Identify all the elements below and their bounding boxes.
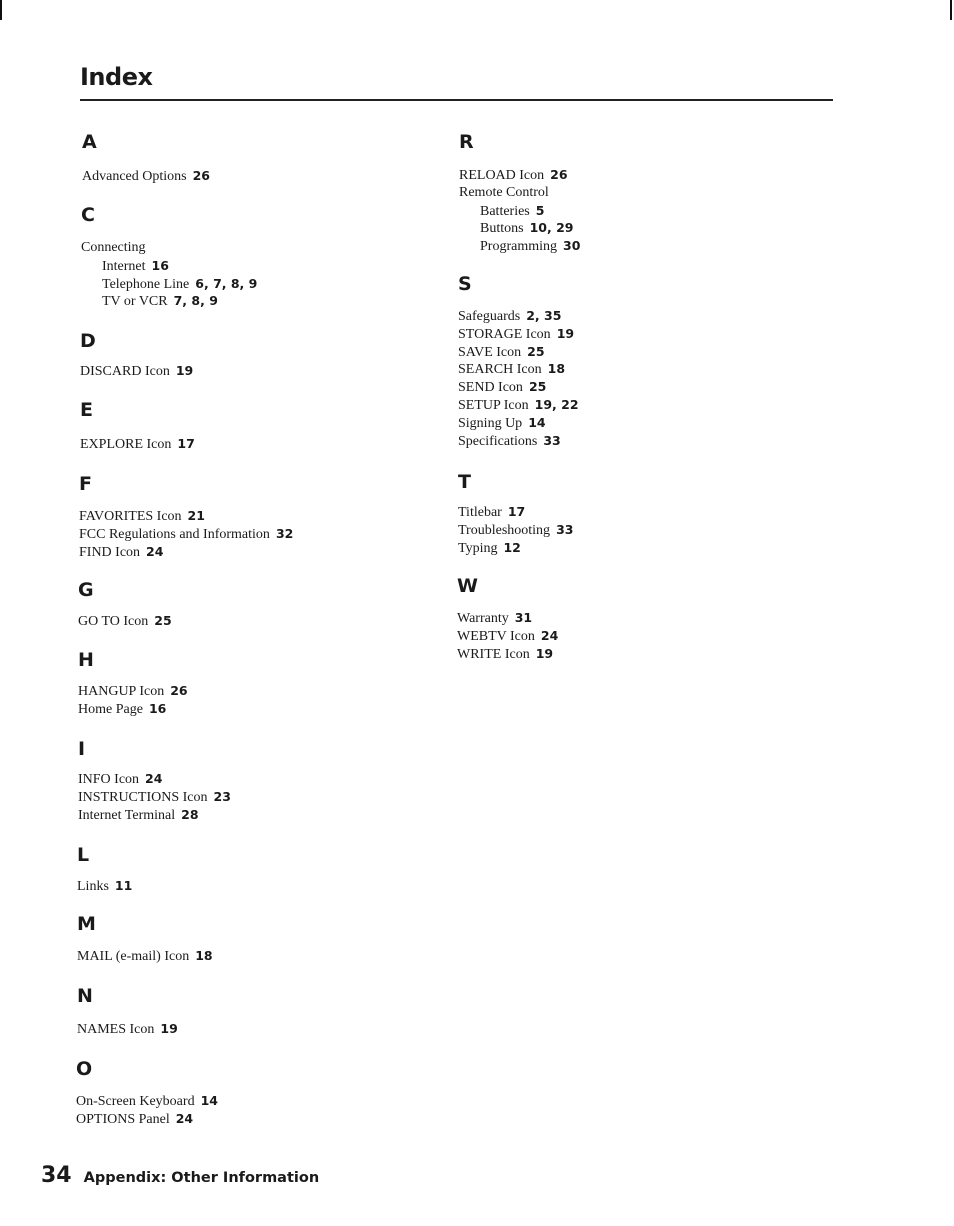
index-term: Home Page — [78, 701, 143, 717]
index-term: GO TO Icon — [78, 614, 149, 629]
index-pages: 7, 8, 9 — [173, 293, 218, 309]
index-term: FCC Regulations and Information — [79, 526, 270, 542]
index-term: Warranty — [457, 611, 509, 626]
index-term: TV or VCR — [102, 294, 168, 310]
index-term: WRITE Icon — [457, 646, 530, 662]
index-pages: 14 — [528, 414, 546, 430]
index-term: HANGUP Icon — [78, 684, 165, 699]
index-entry — [457, 627, 558, 646]
index-term: FIND Icon — [79, 544, 141, 560]
index-term: SAVE Icon — [458, 344, 522, 360]
index-pages: 2, 35 — [526, 308, 562, 323]
index-entry — [458, 325, 574, 344]
index-entry — [81, 275, 257, 294]
index-term: RELOAD Icon — [459, 168, 545, 183]
index-entry — [76, 1110, 193, 1129]
index-term: Buttons — [480, 221, 524, 237]
index-pages: 32 — [275, 525, 294, 541]
index-term: Signing Up — [458, 415, 523, 431]
index-pages: 19 — [556, 325, 575, 341]
index-term: Safeguards — [458, 309, 521, 324]
index-pages: 26 — [170, 683, 188, 698]
index-entry — [458, 396, 579, 415]
index-entry — [81, 292, 218, 311]
section-letter-l: L — [77, 844, 90, 866]
index-term: Telephone Line — [102, 276, 190, 292]
index-term: Internet — [102, 258, 146, 274]
index-term: STORAGE Icon — [458, 326, 551, 342]
index-entry — [77, 1020, 178, 1039]
index-entry — [80, 435, 195, 454]
index-pages: 24 — [146, 543, 164, 559]
index-entry — [459, 202, 544, 221]
index-pages: 24 — [540, 627, 559, 643]
index-term: INSTRUCTIONS Icon — [78, 789, 208, 805]
index-term: MAIL (e-mail) Icon — [77, 949, 190, 964]
index-pages: 12 — [503, 539, 521, 555]
index-entry — [82, 167, 210, 186]
section-letter-o: O — [76, 1058, 93, 1080]
index-entry — [78, 700, 166, 719]
index-entry — [77, 877, 132, 896]
index-entry — [78, 770, 162, 789]
index-term: DISCARD Icon — [80, 364, 170, 379]
index-entry — [458, 503, 525, 522]
index-pages: 17 — [177, 436, 195, 451]
index-term: EXPLORE Icon — [80, 437, 172, 452]
section-letter-w: W — [457, 575, 478, 597]
index-pages: 6, 7, 8, 9 — [195, 275, 258, 291]
index-entry — [458, 432, 561, 451]
index-pages: 25 — [528, 379, 547, 395]
index-pages: 11 — [114, 878, 133, 893]
index-pages: 19 — [535, 645, 554, 661]
section-letter-r: R — [459, 131, 474, 153]
section-letter-f: F — [79, 473, 92, 495]
index-pages: 30 — [563, 238, 581, 254]
section-letter-i: I — [78, 738, 86, 760]
index-entry — [459, 184, 549, 202]
section-letter-m: M — [77, 913, 96, 935]
index-term: SETUP Icon — [458, 398, 529, 413]
index-entry — [79, 525, 293, 544]
section-letter-g: G — [78, 579, 94, 601]
index-entry — [78, 682, 188, 701]
index-pages: 24 — [145, 771, 163, 786]
index-entry — [459, 237, 580, 256]
index-entry — [459, 166, 568, 185]
section-letter-d: D — [80, 330, 96, 352]
index-entry — [457, 645, 553, 664]
footer-text: Appendix: Other Information — [83, 1170, 320, 1186]
index-pages: 31 — [514, 610, 533, 625]
index-entry — [77, 947, 213, 966]
index-pages: 23 — [213, 788, 231, 804]
index-term: SEARCH Icon — [458, 362, 542, 378]
index-pages: 18 — [547, 361, 566, 377]
page-title: Index — [80, 63, 153, 91]
index-pages: 21 — [187, 508, 205, 523]
index-entry — [81, 257, 169, 276]
section-letter-e: E — [80, 399, 93, 421]
index-pages: 26 — [192, 168, 210, 183]
index-pages: 19, 22 — [534, 397, 579, 412]
index-entry — [78, 788, 231, 807]
index-term: Troubleshooting — [458, 522, 551, 538]
index-entry — [458, 378, 546, 397]
index-entry — [457, 609, 532, 628]
index-pages: 10, 29 — [529, 220, 574, 236]
index-term: Remote Control — [459, 184, 549, 200]
index-pages: 33 — [556, 521, 574, 537]
index-term: Titlebar — [458, 505, 502, 520]
index-pages: 19 — [175, 363, 194, 378]
index-pages: 17 — [507, 504, 526, 519]
section-letter-n: N — [77, 985, 93, 1007]
index-entry — [458, 360, 565, 379]
index-term: INFO Icon — [78, 772, 140, 787]
index-entry — [458, 414, 546, 433]
index-term: Connecting — [81, 240, 146, 255]
index-pages: 26 — [550, 167, 568, 182]
index-term: On-Screen Keyboard — [76, 1094, 195, 1109]
index-pages: 24 — [175, 1110, 194, 1126]
index-term: SEND Icon — [458, 380, 523, 396]
index-pages: 25 — [527, 343, 545, 359]
index-entry — [458, 539, 521, 558]
title-rule — [80, 99, 833, 101]
scan-edge-mark-left — [0, 0, 2, 20]
index-term: Typing — [458, 540, 498, 556]
index-pages: 16 — [151, 257, 169, 273]
index-entry — [80, 362, 193, 381]
index-pages: 5 — [535, 202, 545, 218]
index-entry — [76, 1092, 218, 1111]
index-term: WEBTV Icon — [457, 628, 535, 644]
index-term: OPTIONS Panel — [76, 1111, 170, 1127]
section-letter-s: S — [458, 273, 472, 295]
index-pages: 18 — [195, 948, 213, 963]
scan-edge-mark-right — [950, 0, 952, 20]
section-letter-h: H — [78, 649, 94, 671]
index-term: Batteries — [480, 203, 530, 219]
index-term: NAMES Icon — [77, 1022, 155, 1037]
index-entry — [78, 806, 199, 825]
index-entry — [458, 343, 545, 362]
index-term: Programming — [480, 239, 557, 255]
index-pages: 14 — [200, 1093, 218, 1108]
index-pages: 28 — [181, 806, 199, 822]
index-pages: 33 — [543, 432, 561, 448]
section-letter-a: A — [82, 131, 97, 153]
page-number: 34 — [41, 1163, 72, 1188]
index-term: Advanced Options — [82, 169, 187, 184]
page-footer — [41, 1163, 319, 1188]
index-term: Specifications — [458, 433, 538, 449]
index-pages: 16 — [148, 700, 167, 716]
index-entry — [79, 507, 205, 526]
index-term: FAVORITES Icon — [79, 509, 182, 524]
index-entry — [458, 307, 561, 326]
index-entry — [79, 543, 163, 562]
index-entry — [458, 521, 573, 540]
index-term: Links — [77, 879, 109, 894]
section-letter-t: T — [458, 471, 471, 493]
index-entry — [78, 612, 172, 631]
index-entry — [459, 219, 573, 238]
section-letter-c: C — [81, 204, 95, 226]
index-pages: 19 — [160, 1021, 178, 1036]
index-term: Internet Terminal — [78, 807, 176, 823]
index-entry — [81, 239, 146, 257]
index-pages: 25 — [154, 613, 172, 628]
